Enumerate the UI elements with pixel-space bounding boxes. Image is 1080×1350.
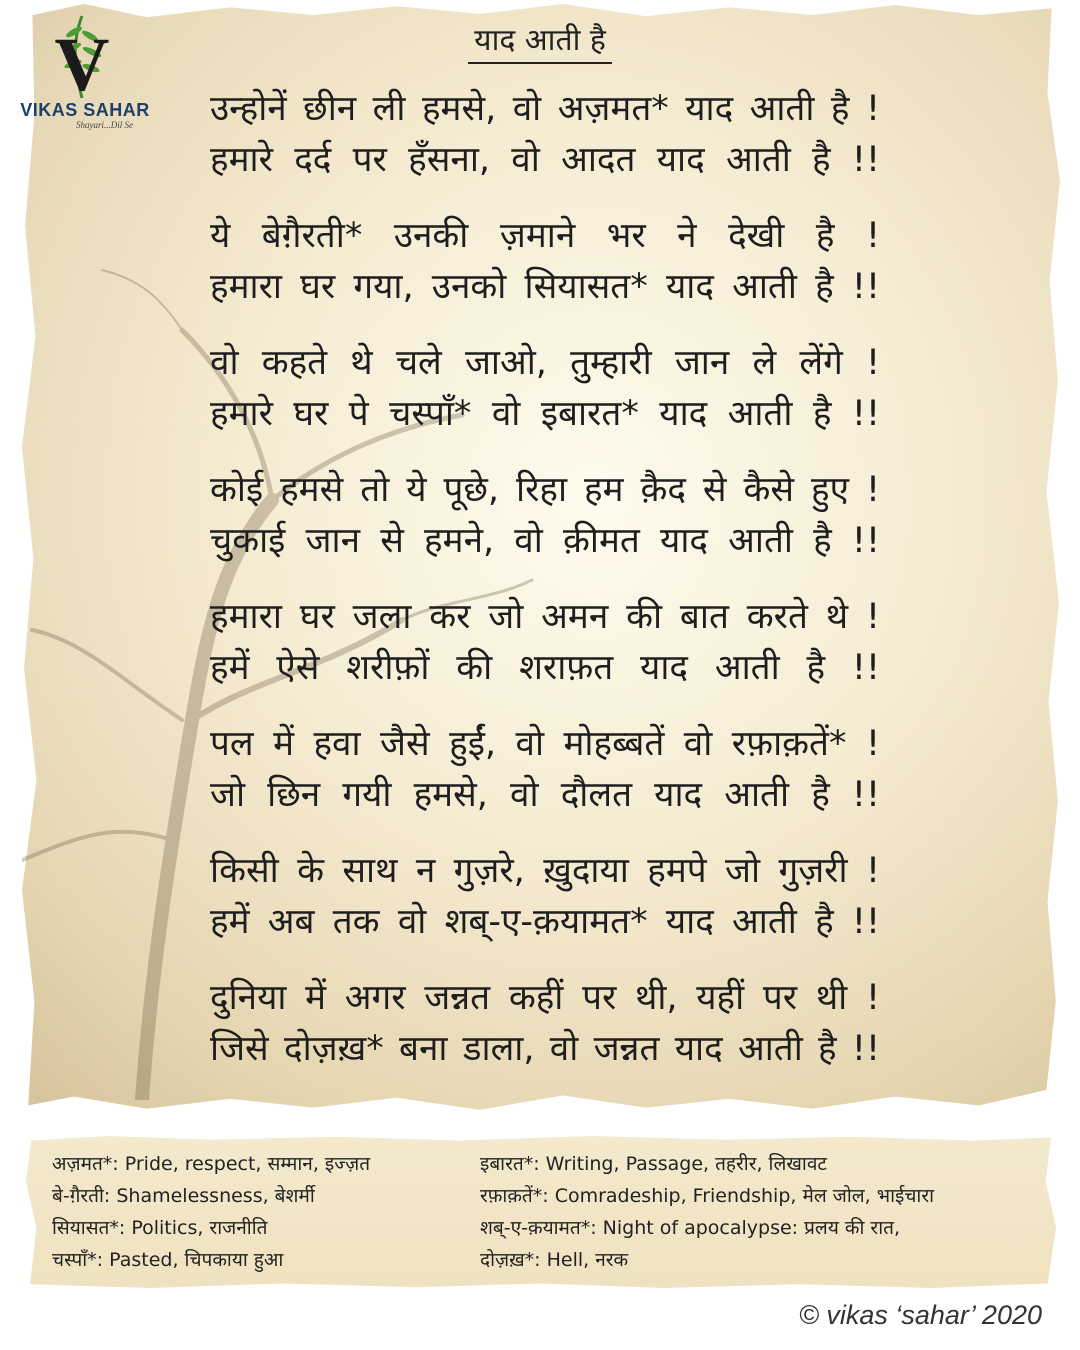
poem-line: हमारा घर जला कर जो अमन की बात करते थे ! [210, 597, 880, 637]
poem-line: हमारे दर्द पर हँसना, वो आदत याद आती है !! [210, 140, 880, 180]
couplet [210, 338, 880, 440]
poem-body [210, 84, 880, 1100]
couplet [210, 973, 880, 1075]
glossary-entry: सियासत*: Politics, राजनीति [52, 1217, 268, 1239]
glossary-entry: रफ़ाक़तें*: Comradeship, Friendship, मेल जोल, भाईचारा [480, 1185, 935, 1207]
couplet [210, 465, 880, 567]
poem-line: चुकाई जान से हमने, वो क़ीमत याद आती है !! [210, 521, 880, 561]
poem-title-wrapper [0, 18, 1080, 59]
glossary-entry: शब्-ए-क़यामत*: Night of apocalypse: प्रलय की रात, [480, 1217, 900, 1239]
poem-line: हमें अब तक वो शब्-ए-क़यामत* याद आती है !! [210, 902, 880, 942]
poem-title: याद आती है [468, 23, 612, 64]
poem-line: कोई हमसे तो ये पूछे, रिहा हम क़ैद से कैसे हुए ! [210, 470, 880, 510]
glossary-left-column [52, 1148, 370, 1276]
couplet [210, 592, 880, 694]
glossary-right-column [480, 1148, 934, 1276]
logo-tagline: Shayari...Dil Se [76, 120, 133, 130]
glossary-entry: अज़मत*: Pride, respect, सम्मान, इज्ज़त [52, 1153, 371, 1175]
poem-line: हमारा घर गया, उनको सियासत* याद आती है !! [210, 267, 880, 307]
glossary-entry: दोज़ख़*: Hell, नरक [480, 1249, 629, 1271]
poem-line: हमें ऐसे शरीफ़ों की शराफ़त याद आती है !! [210, 648, 880, 688]
couplet [210, 84, 880, 186]
glossary-entry: इबारत*: Writing, Passage, तहरीर, लिखावट [480, 1153, 827, 1175]
poem-line: हमारे घर पे चस्पाँ* वो इबारत* याद आती है !! [210, 394, 880, 434]
poem-line: दुनिया में अगर जन्नत कहीं पर थी, यहीं पर थी ! [210, 978, 880, 1018]
copyright-notice: © vikas ‘sahar’ 2020 [798, 1300, 1042, 1330]
poem-line: ये बेग़ैरती* उनकी ज़माने भर ने देखी है ! [210, 216, 880, 256]
poem-line: उन्होनें छीन ली हमसे, वो अज़मत* याद आती है ! [210, 89, 880, 129]
couplet [210, 719, 880, 821]
couplet [210, 846, 880, 948]
poem-line: पल में हवा जैसे हुईं, वो मोहब्बतें वो रफ़ाक़तें* ! [210, 724, 880, 764]
logo-letter: V [54, 23, 110, 102]
poem-line: किसी के साथ न गुज़रे, ख़ुदाया हमपे जो गुज़री ! [210, 851, 880, 891]
poem-line: जो छिन गयी हमसे, वो दौलत याद आती है !! [210, 775, 880, 815]
poem-line: वो कहते थे चले जाओ, तुम्हारी जान ले लेंगे ! [210, 343, 880, 383]
poem-line: जिसे दोज़ख़* बना डाला, वो जन्नत याद आती है !! [210, 1029, 880, 1069]
glossary-entry: चस्पाँ*: Pasted, चिपकाया हुआ [52, 1249, 284, 1271]
glossary-entry: बे-ग़ैरती: Shamelessness, बेशर्मी [52, 1185, 315, 1207]
logo-name: VIKAS SAHAR [20, 100, 150, 120]
couplet [210, 211, 880, 313]
